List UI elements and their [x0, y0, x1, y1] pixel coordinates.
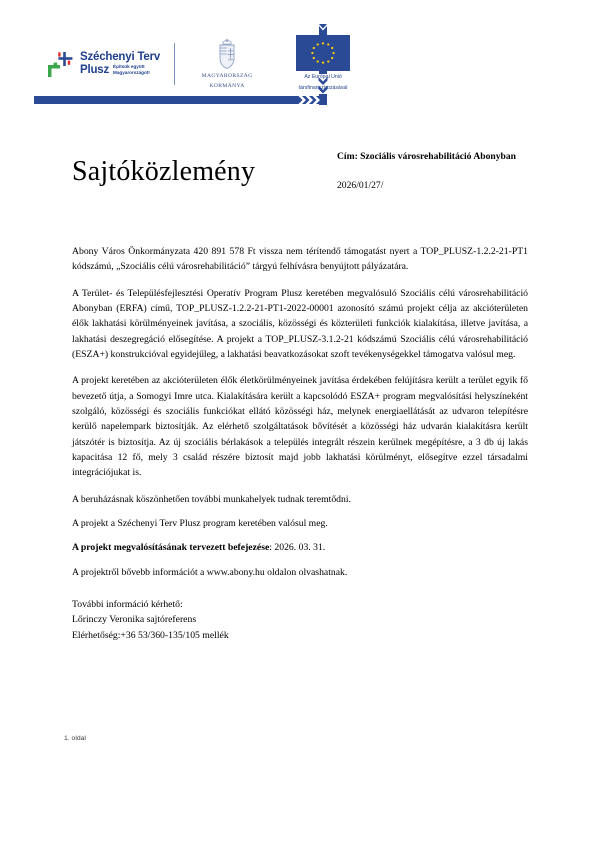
szechenyi-tagline-line2: Magyarországot! — [113, 70, 150, 76]
szechenyi-wordmark — [80, 52, 160, 77]
document-meta — [337, 150, 537, 191]
szechenyi-logo-line1: Széchenyi Terv — [80, 50, 161, 63]
project-completion-value: : 2026. 03. 31. — [269, 542, 326, 554]
hungary-government-logo — [189, 38, 265, 90]
body-paragraph-3: A projekt keretében az akcióterületen élők életkörülményeinek javítása érdekében felújításra került a terület egyik fő bevezető útja, a Somogyi Imre utca. Kialakítására került a kapcsolódó ESZA+ program megvalósítási helyszíneként szolgáló, közösségi és szociális funkciókat ellátó közösségi ház, melynek energiaellátását az udvaron telepítésre kerülő napelempark biztosítják. Az elérhető szolgáltatások bővítését a közösségi ház udvarán kialakításra került játszótér is biztosítja. Az új szociális bérlakások a település integrált részein kerülnek megépítésre, a 3 db új lakás kapacitása 12 fő, mely 3 család részére biztosít majd jobb lakhatási körülményt, elősegítve ezzel társadalmi integrációjukat is. — [72, 375, 528, 479]
szechenyi-tagline-line1: Építsük együtt — [113, 64, 145, 70]
contact-line-2: Lőrinczy Veronika sajtóreferens — [72, 614, 197, 626]
szechenyi-logo-line2: Plusz — [80, 63, 110, 76]
page-title: Sajtóközlemény — [72, 156, 256, 187]
eu-caption-line1: Az Európai Unió — [304, 74, 342, 81]
project-completion-label: A projekt megvalósításának tervezett befejezése — [72, 542, 270, 554]
page-footer: 1. oldal — [64, 735, 86, 742]
document-body — [72, 244, 528, 643]
szechenyi-mark-icon — [46, 49, 76, 79]
szechenyi-terv-plusz-logo — [46, 41, 160, 87]
eu-caption-line2: társfinanszírozásával — [298, 85, 348, 91]
body-paragraph-6: A projektről bővebb információt a www.abony.hu oldalon olvashatnak. — [72, 566, 348, 578]
hungary-caption-line2: KORMÁNYA — [209, 83, 245, 89]
european-union-logo — [277, 35, 369, 93]
document-subject: Cím: Szociális városrehabilitáció Abonyban — [337, 151, 517, 162]
document-header — [0, 0, 600, 118]
document-date: 2026/01/27/ — [337, 179, 384, 191]
szechenyi-tagline — [113, 64, 150, 76]
contact-block — [72, 597, 528, 643]
header-divider — [174, 43, 175, 85]
body-paragraph-5: A projekt a Széchenyi Terv Plusz program keretében valósul meg. — [72, 517, 328, 529]
body-paragraph-1: Abony Város Önkormányzata 420 891 578 Ft vissza nem térítendő támogatást nyert a TOP_PLUSZ-1.2.2-21-PT1 kódszámú, „Szociális célú városrehabilitáció” tárgyú felhívásra benyújtott pályázatára. — [72, 246, 528, 273]
project-completion-line — [72, 540, 528, 555]
contact-line-1: További információ kérhető: — [72, 598, 183, 610]
header-logo-row — [46, 38, 369, 90]
eu-flag-icon — [296, 35, 350, 71]
hungary-caption-line1: MAGYARORSZÁG — [201, 72, 253, 79]
body-paragraph-2: A Terület- és Településfejlesztési Operatív Program Plusz keretében megvalósuló Szociális célú városrehabilitáció Abonyban (ERFA) című, TOP_PLUSZ-1.2.2-21-PT1-2022-00001 azonosító számú projekt célja az akcióterületen élők lakhatási körülményeinek javítása, a szociális, közösségi és közterületi funkciók kialakítása, illetve javítása, a lakhatási deszegregáció elősegítése. A projekt a TOP_PLUSZ-3.1.2-21 kódszámú Szociális célú városrehabilitáció (ESZA+) konstrukcióval egyidejűleg, a lakhatási beavatkozásokat szoft tevékenységekkel támogatva valósul meg. — [72, 287, 528, 360]
contact-line-3: Elérhetőség:+36 53/360-135/105 mellék — [72, 629, 229, 641]
title-area — [0, 150, 600, 222]
body-paragraph-4: A beruházásnak köszönhetően további munkahelyek tudnak teremtődni. — [72, 493, 351, 505]
hungarian-coat-of-arms-icon — [214, 38, 240, 70]
